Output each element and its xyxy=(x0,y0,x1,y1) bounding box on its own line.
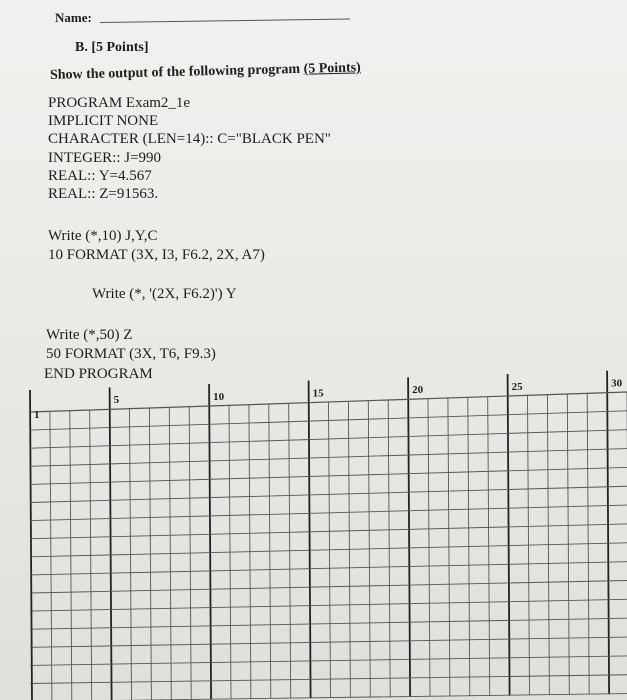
code-line-program: PROGRAM Exam2_1e xyxy=(48,95,191,111)
instruction-text: Show the output of the following program (5 Points) xyxy=(49,60,361,83)
code-line-format-10: 10 FORMAT (3X, I3, F6.2, 2X, A7) xyxy=(48,247,265,263)
code-line-end: END PROGRAM xyxy=(44,366,153,382)
instruction-points: (5 Points) xyxy=(303,60,361,77)
code-line-integer: INTEGER:: J=990 xyxy=(48,150,162,166)
column-marker-30: 30 xyxy=(611,377,623,390)
grid-major-line xyxy=(408,377,410,697)
grid-row-line xyxy=(30,599,627,611)
grid-major-line xyxy=(110,387,112,700)
grid-column-line xyxy=(70,411,72,700)
grid-row-line xyxy=(30,524,627,539)
code-line-real-y: REAL:: Y=4.567 xyxy=(48,168,152,184)
section-label: B. [5 Points] xyxy=(75,40,149,55)
grid-major-line xyxy=(30,390,32,700)
grid-major-line xyxy=(508,374,510,696)
name-label: Name: xyxy=(55,10,92,25)
grid-row-line xyxy=(30,618,627,629)
grid-major-line xyxy=(607,371,609,695)
code-line-character: CHARACTER (LEN=14):: C="BLACK PEN" xyxy=(48,131,331,147)
column-marker-25: 25 xyxy=(511,380,523,393)
code-line-write-10: Write (*,10) J,Y,C xyxy=(48,228,158,244)
column-marker-10: 10 xyxy=(213,390,225,403)
column-marker-20: 20 xyxy=(412,384,424,397)
grid-row-line xyxy=(30,562,627,575)
grid-major-line xyxy=(309,381,311,699)
grid-row-line xyxy=(30,637,627,647)
column-marker-5: 5 xyxy=(113,394,120,407)
grid-row-line xyxy=(30,505,627,520)
code-line-implicit: IMPLICIT NONE xyxy=(48,113,159,129)
code-line-real-z: REAL:: Z=91563. xyxy=(48,186,159,202)
column-marker-1: 1 xyxy=(34,408,40,421)
code-line-write-inline: Write (*, '(2X, F6.2)') Y xyxy=(92,286,237,302)
code-line-write-50: Write (*,50) Z xyxy=(46,327,133,343)
grid-row-line xyxy=(30,467,627,484)
grid-row-line xyxy=(30,675,627,684)
grid-row-line xyxy=(30,694,627,700)
grid-row-line xyxy=(30,543,627,557)
grid-row-line xyxy=(30,486,627,502)
column-marker-15: 15 xyxy=(312,387,324,400)
grid-major-line xyxy=(209,384,211,700)
code-line-format-50: 50 FORMAT (3X, T6, F9.3) xyxy=(46,346,216,362)
grid-row-line xyxy=(30,656,627,666)
grid-column-line xyxy=(50,411,52,700)
grid-row-line xyxy=(30,581,627,594)
